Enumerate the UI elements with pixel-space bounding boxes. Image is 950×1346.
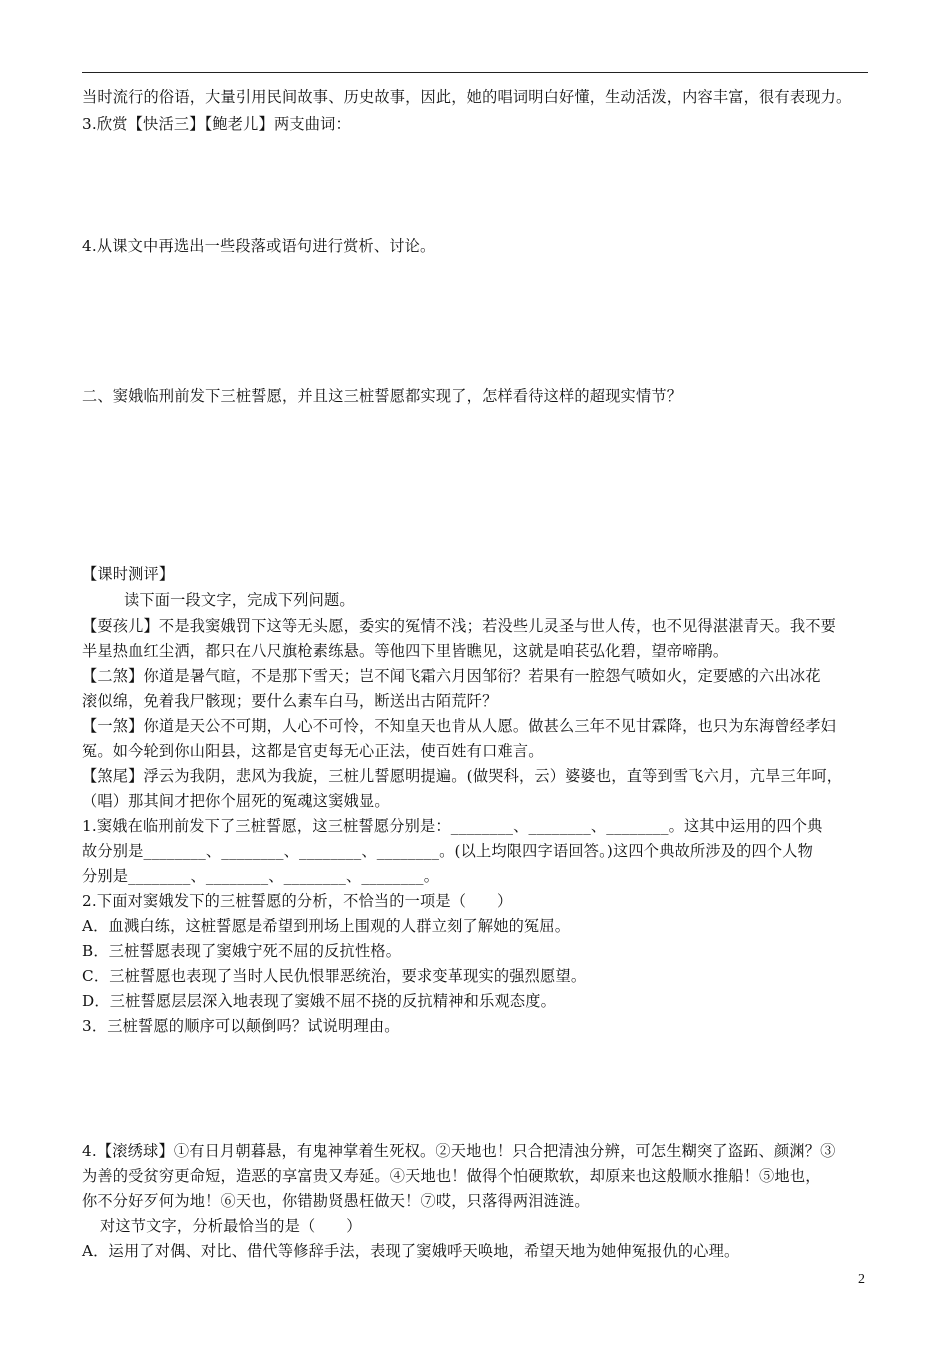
- question-4-passage: 4.【滚绣球】①有日月朝暮悬，有鬼神掌着生死权。②天地也！只合把清浊分辨，可怎生糊突了盗跖、颜渊？③: [82, 1142, 836, 1160]
- question-1-line: 1.窦娥在临刑前发下了三桩誓愿，这三桩誓愿分别是：________、________、________。这其中运用的四个典: [82, 817, 823, 835]
- passage-line: 【二煞】你道是暑气暄，不是那下雪天；岂不闻飞霜六月因邹衍？若果有一腔怨气喷如火，定要感的六出冰花: [82, 667, 821, 685]
- assessment-heading: 【课时测评】: [82, 565, 175, 583]
- question-4-stem: 对这节文字，分析最恰当的是（ ）: [100, 1217, 362, 1235]
- page-number: 2: [858, 1272, 865, 1287]
- header-rule: [82, 72, 868, 73]
- question-4-heading: 4.从课文中再选出一些段落或语句进行赏析、讨论。: [82, 237, 436, 255]
- option-b: B．三桩誓愿表现了窦娥宁死不屈的反抗性格。: [82, 942, 402, 960]
- text-line: 当时流行的俗语，大量引用民间故事、历史故事，因此，她的唱词明白好懂，生动活泼，内容丰富，很有表现力。: [82, 88, 852, 106]
- passage-line: （唱）那其间才把你个屈死的冤魂这窦娥显。: [82, 792, 390, 810]
- question-4-passage: 为善的受贫穷更命短，造恶的享富贵又寿延。④天地也！做得个怕硬欺软，却原来也这般顺水推船！⑤地也，: [82, 1167, 821, 1185]
- section-2-question: 二、窦娥临刑前发下三桩誓愿，并且这三桩誓愿都实现了，怎样看待这样的超现实情节？: [82, 387, 683, 405]
- passage-line: 【煞尾】浮云为我阴，悲风为我旋，三桩儿誓愿明提遍。(做哭科，云）婆婆也，直等到雪飞六月，亢旱三年呵，: [82, 767, 843, 785]
- instruction-text: 读下面一段文字，完成下列问题。: [124, 591, 355, 609]
- question-4-passage: 你不分好歹何为地！⑥天也，你错勘贤愚枉做天！⑦哎，只落得两泪涟涟。: [82, 1192, 590, 1210]
- option-c: C．三桩誓愿也表现了当时人民仇恨罪恶统治，要求变革现实的强烈愿望。: [82, 967, 587, 985]
- question-4-option-a: A．运用了对偶、对比、借代等修辞手法，表现了窦娥呼天唤地，希望天地为她伸冤报仇的心理。: [82, 1242, 740, 1260]
- question-1-line: 分别是________、________、________、________。: [82, 867, 440, 885]
- option-d: D．三桩誓愿层层深入地表现了窦娥不屈不挠的反抗精神和乐观态度。: [82, 992, 557, 1010]
- passage-line: 冤。如今轮到你山阳县，这都是官吏每无心正法，使百姓有口难言。: [82, 742, 544, 760]
- question-1-line: 故分别是________、________、________、________。(以上均限四字语回答。)这四个典故所涉及的四个人物: [82, 842, 814, 860]
- question-3-stem: 3．三桩誓愿的顺序可以颠倒吗？试说明理由。: [82, 1017, 400, 1035]
- passage-line: 滚似绵，免着我尸骸现；要什么素车白马，断送出古陌荒阡？: [82, 692, 498, 710]
- option-a: A．血溅白练，这桩誓愿是希望到刑场上围观的人群立刻了解她的冤屈。: [82, 917, 571, 935]
- question-2-stem: 2.下面对窦娥发下的三桩誓愿的分析，不恰当的一项是（ ）: [82, 892, 513, 910]
- passage-line: 【一煞】你道是天公不可期，人心不可怜，不知皇天也肯从人愿。做甚么三年不见甘霖降，也只为东海曾经孝妇: [82, 717, 836, 735]
- question-3-heading: 3.欣赏【快活三】【鲍老儿】两支曲词：: [82, 115, 351, 133]
- passage-line: 半星热血红尘洒，都只在八尺旗枪素练悬。等他四下里皆瞧见，这就是咱苌弘化碧，望帝啼鹃。: [82, 642, 729, 660]
- passage-line: 【耍孩儿】不是我窦娥罚下这等无头愿，委实的冤情不浅；若没些儿灵圣与世人传，也不见得湛湛青天。我不要: [82, 617, 836, 635]
